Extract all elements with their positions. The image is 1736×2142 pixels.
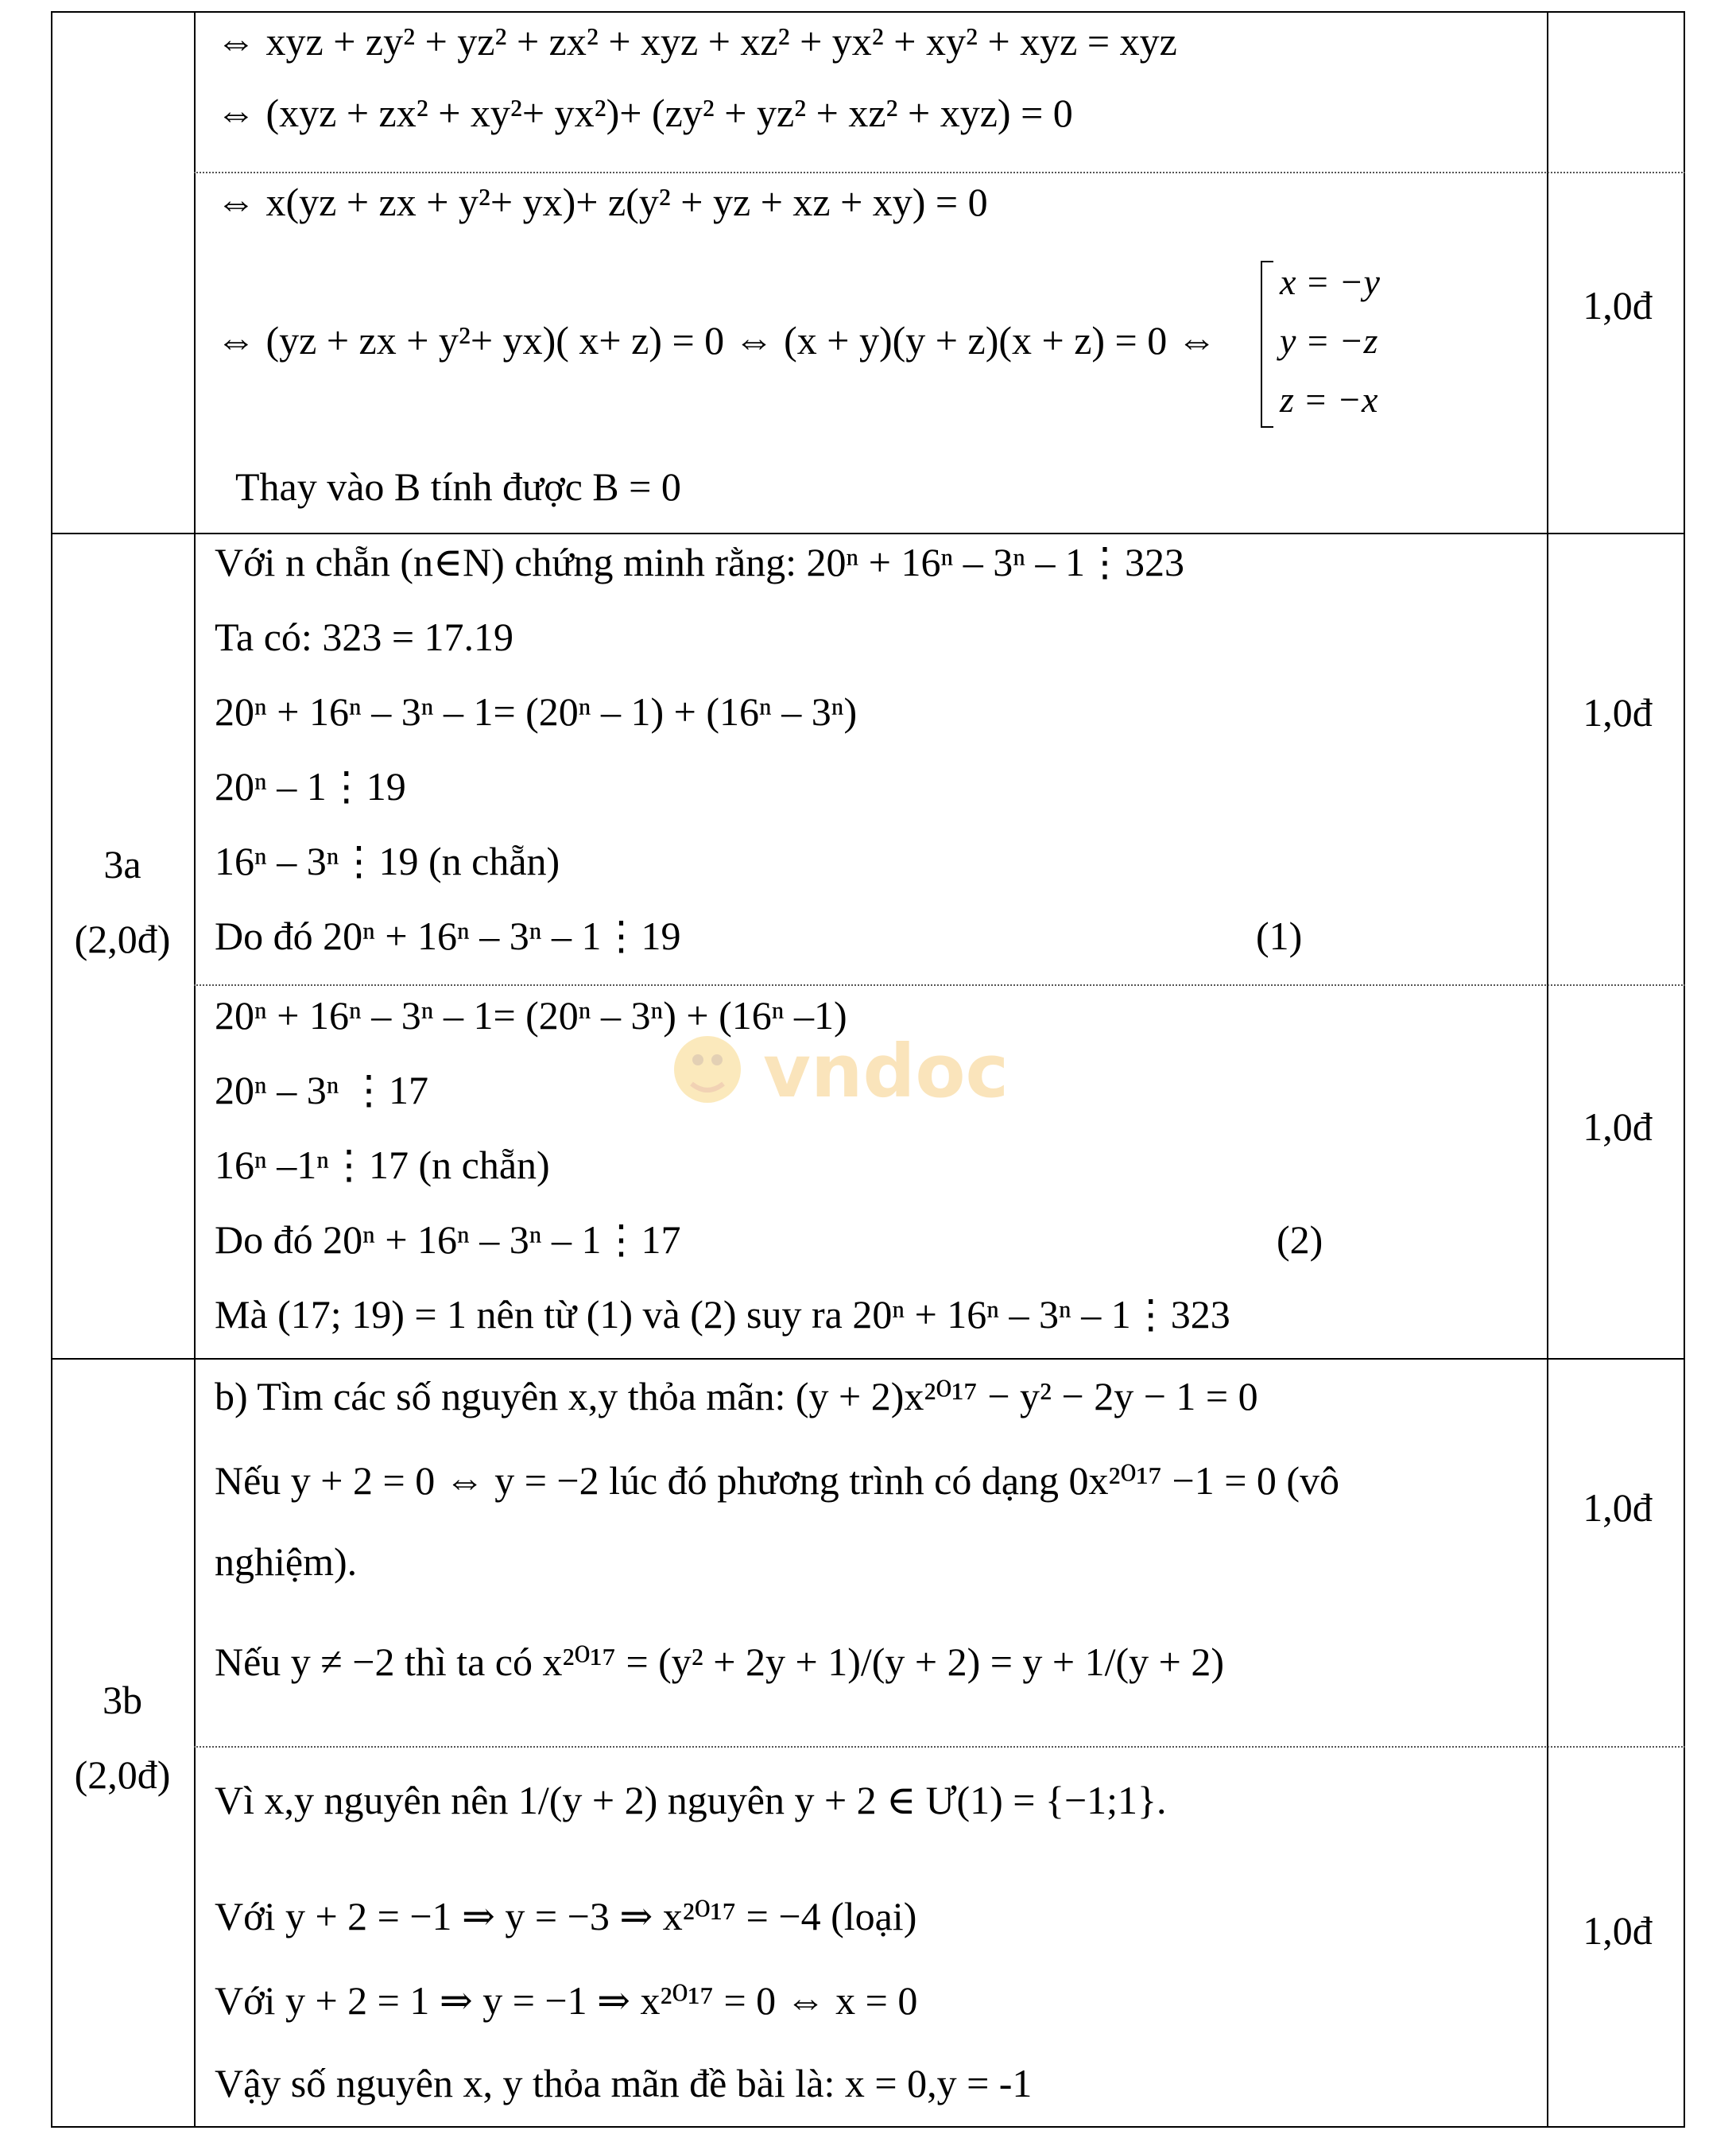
- table-border-col1: [194, 11, 196, 2128]
- score: 1,0đ: [1583, 1908, 1653, 1953]
- step-line: Ta có: 323 = 17.19: [215, 615, 514, 659]
- question-points: (2,0đ): [74, 917, 171, 961]
- step-line: 20ⁿ + 16ⁿ – 3ⁿ – 1= (20ⁿ – 3ⁿ) + (16ⁿ –1): [215, 993, 847, 1038]
- table-border-col2: [1547, 11, 1548, 2128]
- score: 1,0đ: [1583, 690, 1653, 735]
- divider-part1: [194, 172, 1685, 173]
- equation-ref: (2): [1277, 1217, 1323, 1262]
- step-line: b) Tìm các số nguyên x,y thỏa mãn: (y + 2)x²⁰¹⁷ − y² − 2y − 1 = 0: [215, 1374, 1258, 1418]
- step-line: ⇔ (yz + zx + y²+ yx)( x+ z) = 0 ⇔ (x + y)(y + z)(x + z) = 0 ⇔: [216, 318, 1217, 363]
- step-line: Với n chẵn (n∈N) chứng minh rằng: 20ⁿ + 16ⁿ – 3ⁿ – 1⋮323: [215, 540, 1184, 584]
- step-line: 16ⁿ – 3ⁿ⋮19 (n chẵn): [215, 839, 560, 883]
- step-line: 16ⁿ –1ⁿ⋮17 (n chẵn): [215, 1143, 550, 1187]
- svg-text:vndoc: vndoc: [763, 1029, 1009, 1114]
- step-line: ⇔ xyz + zy² + yz² + zx² + xyz + xz² + yx² + xy² + xyz = xyz: [216, 19, 1177, 64]
- score: 1,0đ: [1583, 283, 1653, 328]
- divider-3b-mid: [194, 1746, 1685, 1748]
- divider-3a-mid: [194, 984, 1685, 986]
- divider-3a-top: [51, 533, 1685, 534]
- question-label: 3b: [103, 1678, 142, 1722]
- step-line: Vậy số nguyên x, y thỏa mãn đề bài là: x = 0,y = -1: [215, 2061, 1033, 2105]
- step-line: 20ⁿ + 16ⁿ – 3ⁿ – 1= (20ⁿ – 1) + (16ⁿ – 3ⁿ): [215, 689, 858, 734]
- question-points: (2,0đ): [74, 1752, 171, 1797]
- step-line: Với y + 2 = −1 ⇒ y = −3 ⇒ x²⁰¹⁷ = −4 (loại): [215, 1894, 917, 1938]
- step-line: ⇔ (xyz + zx² + xy²+ yx²)+ (zy² + yz² + xz² + xyz) = 0: [216, 91, 1073, 135]
- step-line: ⇔ x(yz + zx + y²+ yx)+ z(y² + yz + xz + xy) = 0: [216, 180, 988, 224]
- divider-3b-top: [51, 1358, 1685, 1360]
- question-label: 3a: [103, 842, 141, 887]
- step-line: Với y + 2 = 1 ⇒ y = −1 ⇒ x²⁰¹⁷ = 0 ⇔ x = 0: [215, 1978, 918, 2023]
- equation-ref: (1): [1256, 914, 1303, 958]
- step-line: 20ⁿ – 3ⁿ ⋮17: [215, 1068, 428, 1112]
- step-line: Nếu y ≠ −2 thì ta có x²⁰¹⁷ = (y² + 2y + 1)/(y + 2) = y + 1/(y + 2): [215, 1639, 1225, 1684]
- case-line: y = −z: [1280, 320, 1378, 361]
- table-border-bottom: [51, 2126, 1685, 2128]
- step-line: Nếu y + 2 = 0 ⇔ y = −2 lúc đó phương trình có dạng 0x²⁰¹⁷ −1 = 0 (vô: [215, 1458, 1340, 1503]
- step-line: Do đó 20ⁿ + 16ⁿ – 3ⁿ – 1⋮17: [215, 1217, 681, 1262]
- step-line: 20ⁿ – 1⋮19: [215, 764, 406, 809]
- case-line: x = −y: [1280, 262, 1380, 302]
- result-line: Thay vào B tính được B = 0: [235, 464, 681, 509]
- vndoc-watermark-logo: [660, 1014, 1081, 1125]
- step-line: Vì x,y nguyên nên 1/(y + 2) nguyên y + 2 ∈ Ư(1) = {−1;1}.: [215, 1778, 1167, 1822]
- score: 1,0đ: [1583, 1104, 1653, 1149]
- score: 1,0đ: [1583, 1485, 1653, 1530]
- table-border-left: [51, 11, 52, 2128]
- step-line: Do đó 20ⁿ + 16ⁿ – 3ⁿ – 1⋮19: [215, 914, 681, 958]
- step-line: Mà (17; 19) = 1 nên từ (1) và (2) suy ra 20ⁿ + 16ⁿ – 3ⁿ – 1⋮323: [215, 1292, 1230, 1337]
- case-line: z = −x: [1280, 379, 1378, 420]
- table-border-top: [51, 11, 1685, 13]
- step-line: nghiệm).: [215, 1539, 358, 1584]
- case-bracket: [1261, 261, 1273, 428]
